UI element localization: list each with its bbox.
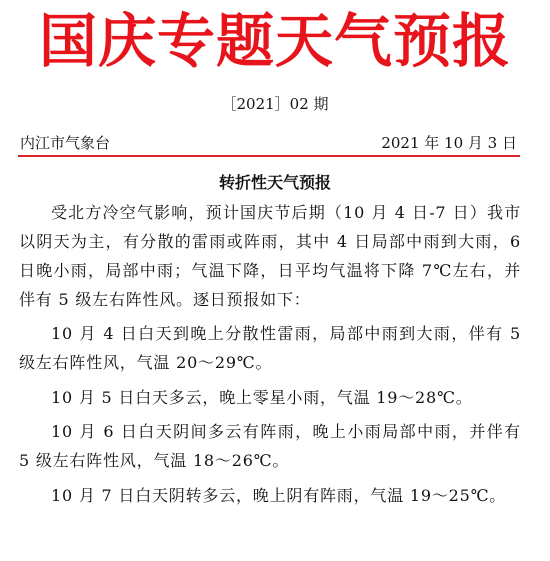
forecast-oct-4: 10 月 4 日白天到晚上分散性雷雨，局部中雨到大雨，伴有 5 级左右阵性风，气温 20～29℃。 <box>19 324 521 372</box>
issuer-line <box>20 133 517 153</box>
article-body <box>19 198 521 510</box>
forecast-oct-6: 10 月 6 日白天阴间多云有阵雨，晚上小雨局部中雨，并伴有 5 级左右阵性风，气温 18～26℃。 <box>19 422 521 470</box>
issue-number: ［2021］02 期 <box>221 95 329 113</box>
forecast-oct-7: 10 月 7 日白天阴转多云，晚上阴有阵雨，气温 19～25℃。 <box>51 486 507 505</box>
issuer-name: 内江市气象台 <box>20 134 111 152</box>
red-divider <box>18 155 520 157</box>
intro-paragraph: 受北方冷空气影响，预计国庆节后期（10 月 4 日-7 日）我市以阴天为主，有分散的雷雨或阵雨，其中 4 日局部中雨到大雨，6 日晚小雨，局部中雨；气温下降，日平均气温将下降 7℃左右，并伴有 5 级左右阵性风。逐日预报如下： <box>19 203 521 309</box>
forecast-oct-5: 10 月 5 日白天多云，晚上零星小雨，气温 19～28℃。 <box>51 388 473 407</box>
article-headline: 转折性天气预报 <box>218 173 331 192</box>
issue-date: 2021 年 10 月 3 日 <box>381 134 517 152</box>
masthead-title: 国庆专题天气预报 <box>38 7 511 75</box>
